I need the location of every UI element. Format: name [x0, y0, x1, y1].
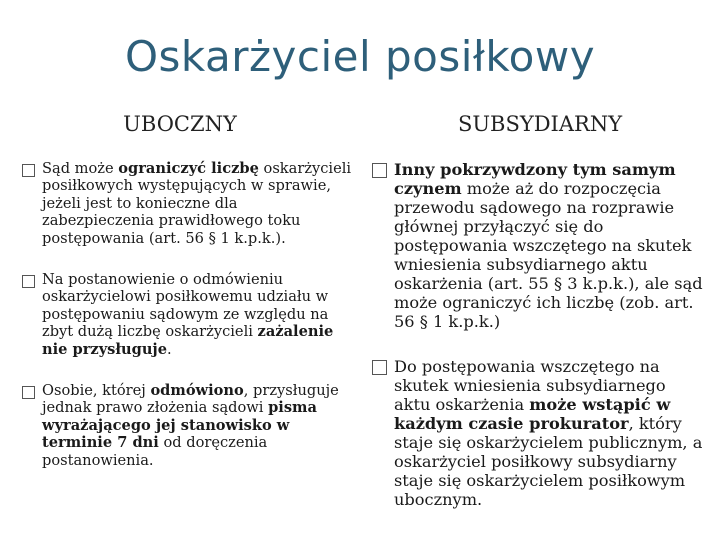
left-column: [22, 160, 352, 493]
checkbox-bullet-icon: [22, 386, 35, 399]
checkbox-bullet-icon: [22, 275, 35, 288]
bullet-item: Osobie, której odmówiono, przysługuje jednak prawo złożenia sądowi pisma wyrażającego jej stanowisko w terminie 7 dni od doręczenia postanowienia.: [22, 382, 352, 469]
bullet-item: Do postępowania wszczętego na skutek wniesienia subsydiarnego aktu oskarżenia może wstąpić w każdym czasie prokurator, który staje się oskarżycielem publicznym, a oskarżyciel posiłkowy subsydiarny staje się oskarżycielem posiłkowym ubocznym.: [372, 357, 707, 509]
slide-title: Oskarżyciel posiłkowy: [124, 32, 596, 81]
bullet-item: Inny pokrzywdzony tym samym czynem może aż do rozpoczęcia przewodu sądowego na rozprawie głównej przyłączyć się do postępowania wszczętego na skutek wniesienia subsydiarnego aktu oskarżenia (art. 55 § 3 k.p.k.), ale sąd może ograniczyć ich liczbę (zob. art. 56 § 1 k.p.k.): [372, 160, 707, 331]
checkbox-bullet-icon: [372, 360, 387, 375]
right-column-header: SUBSYDIARNY: [457, 112, 623, 136]
checkbox-bullet-icon: [22, 164, 35, 177]
bullet-item: Sąd może ograniczyć liczbę oskarżycieli posiłkowych występujących w sprawie, jeżeli jest to konieczne dla zabezpieczenia prawidłowego toku postępowania (art. 56 § 1 k.p.k.).: [22, 160, 352, 247]
bullet-item: Na postanowienie o odmówieniu oskarżycielowi posiłkowemu udziału w postępowaniu sądowym ze względu na zbyt dużą liczbę oskarżycieli zażalenie nie przysługuje.: [22, 271, 352, 358]
right-column: [372, 160, 707, 535]
left-column-header: UBOCZNY: [123, 112, 237, 136]
checkbox-bullet-icon: [372, 163, 387, 178]
